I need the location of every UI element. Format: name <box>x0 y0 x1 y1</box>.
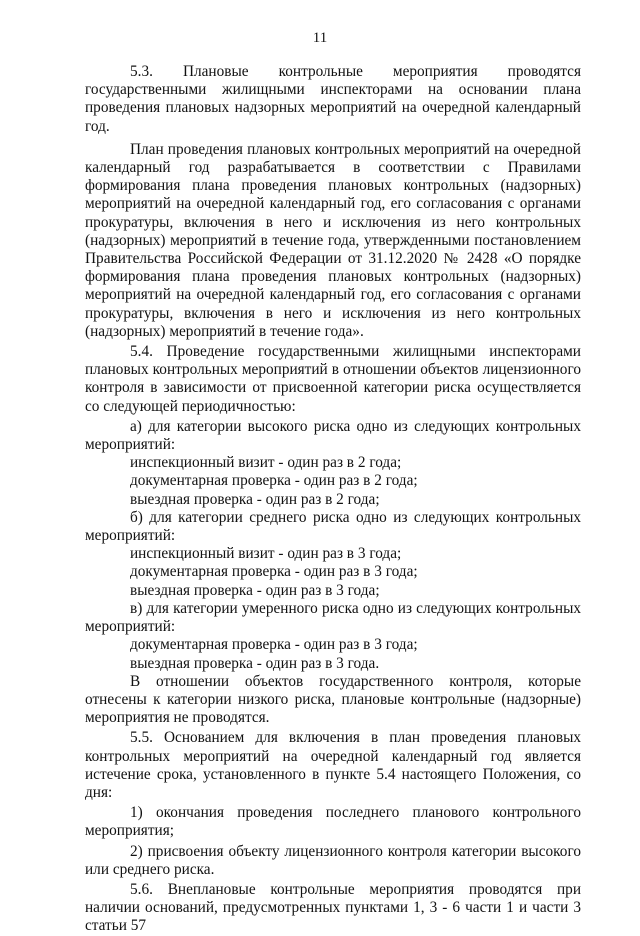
list-item-v: в) для категории умеренного риска одно из следующих контрольных мероприятий: <box>85 599 581 636</box>
list-subitem: документарная проверка - один раз в 3 года; <box>130 636 418 654</box>
list-subitem: документарная проверка - один раз в 2 года; <box>130 472 418 490</box>
paragraph-5-4: 5.4. Проведение государственными жилищными инспекторами плановых контрольных мероприятий в отношении объектов лицензионного контроля в зависимости от присвоенной категории риска осуществляется со следующей периодичностью: <box>85 343 581 415</box>
paragraph-5-6: 5.6. Внеплановые контрольные мероприятия проводятся при наличии оснований, предусмотренных пунктами 1, 3 - 6 части 1 и части 3 статьи 57 <box>85 880 581 935</box>
list-subitem: выездная проверка - один раз в 3 года. <box>130 654 380 672</box>
list-item-a: а) для категории высокого риска одно из следующих контрольных мероприятий: <box>85 417 581 454</box>
list-item-1: 1) окончания проведения последнего планового контрольного мероприятия; <box>85 804 581 840</box>
paragraph-low-risk: В отношении объектов государственного контроля, которые отнесены к категории низкого риска, плановые контрольные (надзорные) мероприятия не проводятся. <box>85 672 581 727</box>
paragraph-5-5: 5.5. Основанием для включения в план проведения плановых контрольных мероприятий на очередной календарный год является истечение срока, установленного в пункте 5.4 настоящего Положения, со дня: <box>85 729 581 801</box>
list-subitem: выездная проверка - один раз в 3 года; <box>130 581 380 599</box>
list-subitem: инспекционный визит - один раз в 3 года; <box>130 545 402 563</box>
list-item-2: 2) присвоения объекту лицензионного контроля категории высокого или среднего риска. <box>85 842 581 878</box>
paragraph-plan: План проведения плановых контрольных мероприятий на очередной календарный год разрабатывается в соответствии с Правилами формирования плана проведения плановых контрольных (надзорных) мероприятий на очередной календарный год, его согласования с органами прокуратуры, включения в него и исключения из него контрольных (надзорных) мероприятий в течение года, утвержденными постановлением Правительства Российской Федерации от 31.12.2020 № 2428 «О порядке формирования плана проведения плановых контрольных (надзорных) мероприятий на очередной календарный год, его согласования с органами прокуратуры, включения в него и исключения из него контрольных (надзорных) мероприятий в течение года». <box>85 140 581 340</box>
list-item-b: б) для категории среднего риска одно из следующих контрольных мероприятий: <box>85 508 581 545</box>
page-number: 11 <box>312 30 328 46</box>
list-subitem: документарная проверка - один раз в 3 года; <box>130 563 418 581</box>
list-subitem: выездная проверка - один раз в 2 года; <box>130 490 380 508</box>
document-body <box>85 63 581 936</box>
list-subitem: инспекционный визит - один раз в 2 года; <box>130 454 402 472</box>
paragraph-5-3: 5.3. Плановые контрольные мероприятия проводятся государственными жилищными инспекторами на основании плана проведения плановых надзорных мероприятий на очередной календарный год. <box>85 63 581 135</box>
